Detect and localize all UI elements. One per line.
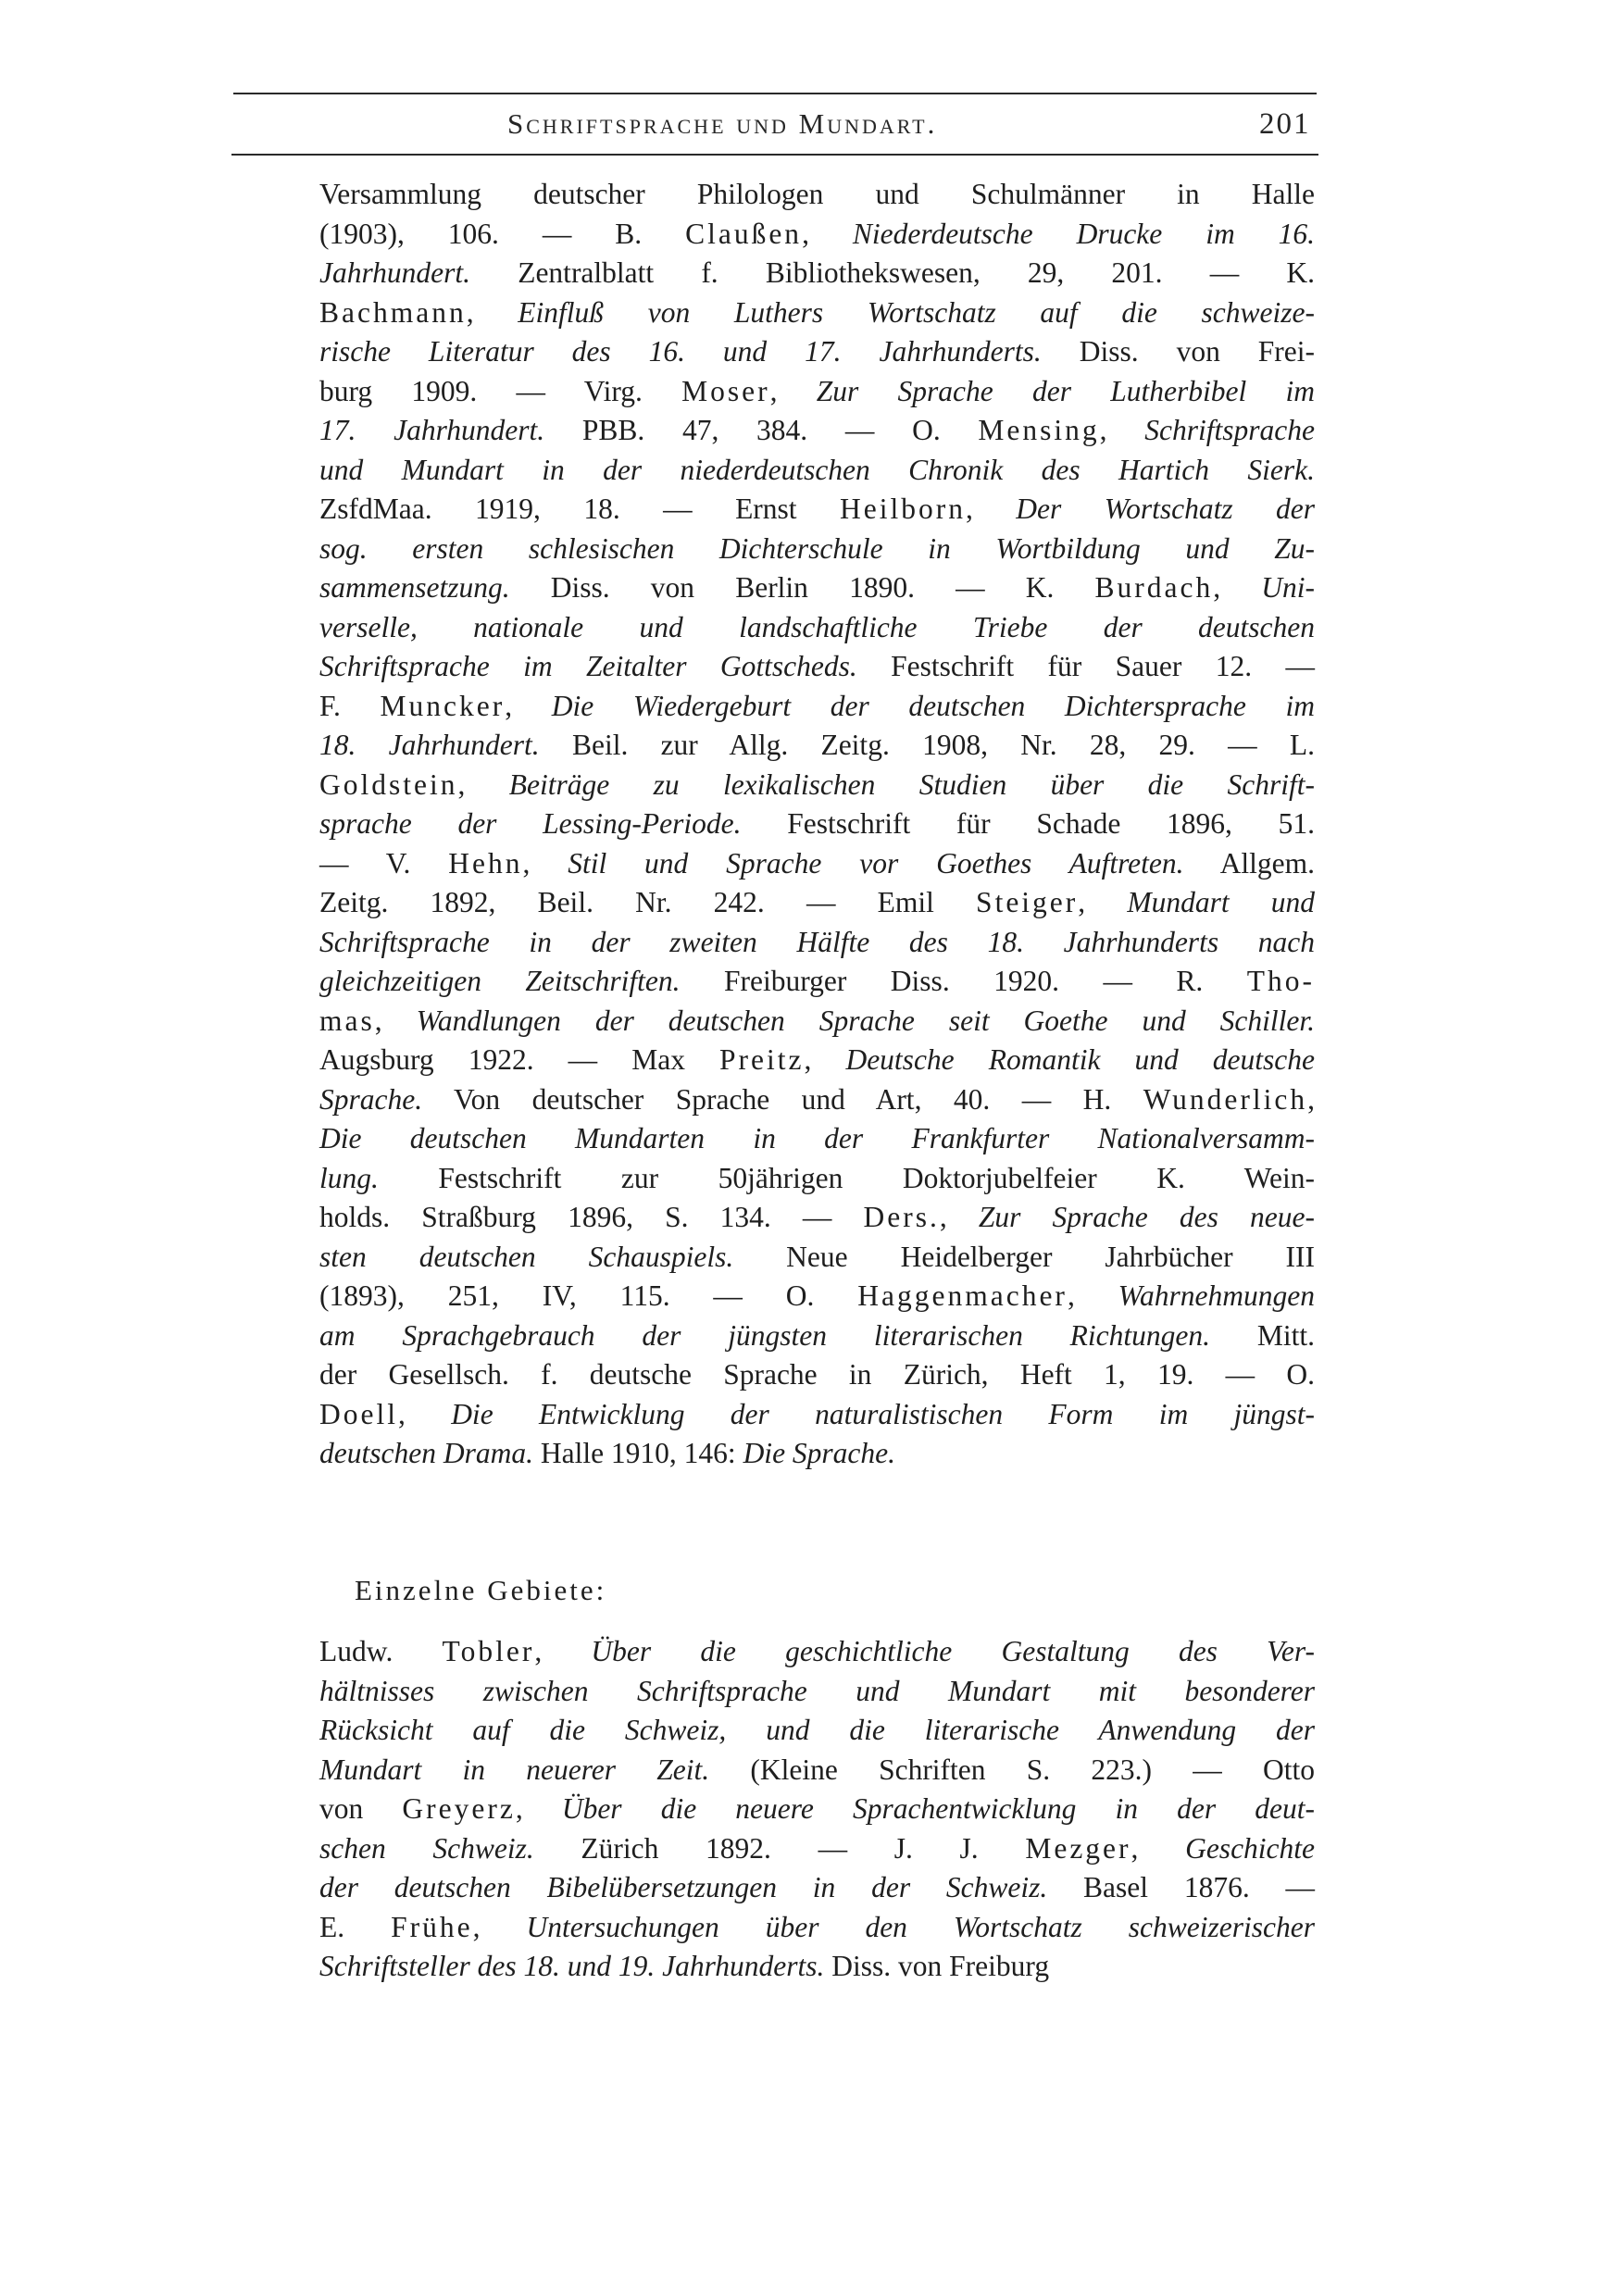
text-run: , [397, 1397, 452, 1430]
text-line [319, 569, 1315, 610]
text-run: Freiburger Diss. 1920. — R. [680, 965, 1247, 997]
text-line [319, 1160, 1315, 1201]
text-run: Basel 1876. — [1047, 1871, 1315, 1903]
italic-title: verselle, nationale und landschaftliche Triebe der deutschen [319, 610, 1315, 643]
text-line [319, 216, 1315, 256]
author-name: Haggenmacher [857, 1279, 1068, 1312]
italic-title: Wahrnehmungen [1118, 1279, 1315, 1312]
italic-title: Mundart in neuerer Zeit. [319, 1753, 710, 1786]
text-run: der Gesellsch. f. deutsche Sprache in Zürich, Heft 1, 19. — O. [319, 1358, 1315, 1391]
italic-title: Über die neuere Sprachentwicklung in der deut- [561, 1792, 1316, 1825]
text-line [319, 530, 1315, 571]
italic-title: gleichzeitigen Zeitschriften. [319, 965, 681, 997]
italic-title: Schriftsprache [1144, 414, 1315, 446]
text-run: , [1131, 1831, 1186, 1865]
text-run: , [939, 1201, 979, 1233]
italic-title: Die Wiedergeburt der deutschen Dichtersprache im [551, 689, 1315, 722]
author-name: Wunderlich [1143, 1082, 1308, 1116]
text-line [319, 1278, 1315, 1318]
text-run: — V. [319, 846, 449, 880]
author-name: Doell [319, 1397, 398, 1430]
text-line [319, 963, 1315, 1004]
text-run: , [457, 767, 509, 801]
text-run: Festschrift für Sauer 12. — [856, 650, 1316, 682]
text-line [319, 648, 1315, 689]
text-run: Mitt. [1210, 1318, 1315, 1352]
text-run: burg 1909. — Virg. [319, 374, 682, 407]
text-run: PBB. 47, 384. — O. [544, 414, 979, 446]
text-run: Zentralblatt f. Bibliothekswesen, 29, 201. — K. [470, 256, 1315, 289]
text-run: Von deutscher Sprache und Art, 40. — H. [422, 1082, 1143, 1116]
italic-title: Uni- [1261, 571, 1316, 604]
author-name: Muncker [380, 689, 506, 722]
author-name: Claußen [685, 217, 803, 250]
text-line [319, 1239, 1315, 1279]
author-name: Ders. [863, 1201, 940, 1233]
text-line [319, 1712, 1315, 1753]
text-line [319, 1199, 1315, 1240]
text-run: Halle 1910, 146: [532, 1437, 743, 1469]
italic-title: Deutsche Romantik und deutsche [845, 1043, 1316, 1076]
text-line [319, 1752, 1315, 1792]
italic-title: Sprache. [319, 1082, 423, 1116]
text-run: (Kleine Schriften S. 223.) — Otto [709, 1753, 1315, 1786]
italic-title: sog. ersten schlesischen Dichterschule in Wortbildung und Zu- [319, 531, 1315, 565]
italic-title: Über die geschichtliche Gestaltung des Ver- [591, 1635, 1316, 1667]
italic-title: Schriftsteller des 18. und 19. Jahrhunderts. [319, 1950, 825, 1982]
text-line [319, 1081, 1315, 1122]
author-name: Hehn [448, 846, 523, 880]
text-line [319, 767, 1315, 807]
author-name: Tho- [1246, 965, 1315, 997]
author-name: Goldstein [319, 767, 458, 801]
italic-title: Die deutschen Mundarten in der Frankfurter Nationalversamm- [319, 1122, 1315, 1154]
author-name: Moser [681, 374, 770, 407]
text-run: Festschrift für Schade 1896, 51. [741, 807, 1315, 840]
italic-title: hältnisses zwischen Schriftsprache und Mundart mit besonderer [319, 1674, 1315, 1707]
italic-title: Der Wortschatz der [1016, 493, 1316, 525]
text-run: , [1078, 886, 1128, 918]
italic-title: 17. Jahrhundert. [319, 414, 545, 446]
italic-title: Zur Sprache der Lutherbibel im [816, 374, 1315, 407]
text-line [319, 452, 1315, 493]
text-run: , [466, 295, 518, 329]
text-line [319, 805, 1315, 846]
italic-title: Wandlungen der deutschen Sprache seit Goethe und Schiller. [416, 1004, 1316, 1037]
text-run: Versammlung deutscher Philologen und Schulmänner in Halle [319, 178, 1315, 210]
italic-title: rische Literatur des 16. und 17. Jahrhunderts. [319, 335, 1042, 368]
text-run: Festschrift zur 50jährigen Doktorjubelfeier K. Wein- [378, 1161, 1315, 1194]
italic-title: Mundart und [1127, 886, 1315, 918]
author-name: Steiger [976, 886, 1079, 918]
text-line [319, 845, 1315, 886]
text-run: , [472, 1910, 527, 1943]
author-name: Mensing [978, 414, 1100, 446]
italic-title: Schriftsprache in der zweiten Hälfte des 18. Jahrhunderts nach [319, 925, 1315, 958]
italic-title: sprache der Lessing-Periode. [319, 807, 742, 840]
text-line [319, 609, 1315, 650]
author-name: Heilborn [840, 493, 966, 525]
text-run: Beil. zur Allg. Zeitg. 1908, Nr. 28, 29. — L. [539, 729, 1315, 761]
text-line [319, 884, 1315, 925]
text-run: , [505, 689, 552, 722]
text-line [319, 1791, 1315, 1831]
text-run: von [319, 1792, 403, 1825]
text-run: , [965, 493, 1017, 525]
text-run: (1903), 106. — B. [319, 217, 686, 250]
italic-title: am Sprachgebrauch der jüngsten literarischen Richtungen. [319, 1318, 1210, 1352]
text-run: Diss. von Freiburg [824, 1950, 1050, 1982]
italic-title: Jahrhundert. [319, 256, 471, 289]
text-line [319, 1042, 1315, 1082]
italic-title: Schriftsprache im Zeitalter Gottscheds. [319, 650, 857, 682]
italic-title: sten deutschen Schauspiels. [319, 1240, 734, 1273]
text-line [319, 688, 1315, 729]
text-line [319, 1356, 1315, 1397]
text-run: , [374, 1004, 417, 1037]
text-line [319, 1948, 1315, 1989]
author-name: Mezger [1025, 1831, 1131, 1865]
text-run: , [1099, 414, 1145, 446]
author-name: Burdach [1094, 571, 1214, 604]
text-run: Zeitg. 1892, Beil. Nr. 242. — Emil [319, 886, 977, 918]
text-run: Augsburg 1922. — Max [319, 1043, 720, 1076]
text-run: Ludw. [319, 1635, 443, 1667]
text-line [319, 1317, 1315, 1358]
running-title: Schriftsprache und Mundart. [507, 107, 938, 140]
text-run: (1893), 251, IV, 115. — O. [319, 1279, 858, 1312]
text-line [319, 1909, 1315, 1950]
text-line [319, 727, 1315, 767]
header-rule-top [233, 93, 1317, 94]
text-line [319, 1120, 1315, 1161]
text-line [319, 333, 1315, 374]
text-line [319, 1435, 1315, 1476]
italic-title: schen Schweiz. [319, 1831, 534, 1865]
author-name: mas [319, 1004, 375, 1037]
text-line [319, 373, 1315, 414]
text-line [319, 1830, 1315, 1871]
text-run: , [534, 1635, 592, 1667]
italic-title: deutschen Drama. [319, 1437, 533, 1469]
text-line [319, 491, 1315, 531]
italic-title: Zur Sprache des neue- [978, 1201, 1315, 1233]
text-run: holds. Straßburg 1896, S. 134. — [319, 1201, 864, 1233]
text-run: Diss. von Berlin 1890. — K. [509, 571, 1095, 604]
text-line [319, 176, 1315, 217]
italic-title: Beiträge zu lexikalischen Studien über die Schrift- [508, 767, 1316, 801]
text-run: Zürich 1892. — J. J. [533, 1831, 1026, 1865]
text-line [319, 1673, 1315, 1714]
italic-title: Niederdeutsche Drucke im 16. [852, 217, 1316, 250]
text-run: ZsfdMaa. 1919, 18. — Ernst [319, 493, 840, 525]
text-line [319, 255, 1315, 295]
text-run: , [515, 1792, 562, 1825]
text-run: , [769, 374, 817, 407]
page-number: 201 [1259, 107, 1311, 141]
italic-title: Rücksicht auf die Schweiz, und die literarische Anwendung der [319, 1714, 1315, 1746]
text-run: , [1307, 1082, 1315, 1116]
author-name: Preitz [719, 1043, 805, 1076]
author-name: Bachmann [319, 295, 467, 329]
text-run: , [1213, 571, 1262, 604]
text-line [319, 294, 1315, 335]
text-run: , [804, 1043, 846, 1076]
author-name: Tobler [442, 1635, 535, 1667]
italic-title: sammensetzung. [319, 571, 510, 604]
text-line [319, 1396, 1315, 1437]
text-run: Allgem. [1183, 846, 1316, 880]
author-name: Frühe [391, 1910, 473, 1943]
italic-title: der deutschen Bibelübersetzungen in der Schweiz. [319, 1871, 1048, 1903]
italic-title: Geschichte [1185, 1831, 1316, 1865]
italic-title: 18. Jahrhundert. [319, 729, 540, 761]
text-line [319, 412, 1315, 453]
text-run: E. [319, 1910, 392, 1943]
italic-title: Einfluß von Luthers Wortschatz auf die schweize- [518, 295, 1316, 329]
text-line [319, 1869, 1315, 1910]
text-run: , [522, 846, 568, 880]
italic-title: lung. [319, 1161, 379, 1194]
italic-title: Stil und Sprache vor Goethes Auftreten. [568, 846, 1184, 880]
text-run: F. [319, 689, 381, 722]
text-run: Neue Heidelberger Jahrbücher III [733, 1240, 1315, 1273]
italic-title: Die Entwicklung der naturalistischen Form im jüngst- [451, 1397, 1316, 1430]
header-rule-bottom [231, 154, 1318, 156]
text-line [319, 1633, 1315, 1674]
italic-title: Die Sprache. [743, 1437, 896, 1469]
text-line [319, 1003, 1315, 1043]
italic-title: Untersuchungen über den Wortschatz schweizerischer [526, 1910, 1315, 1943]
author-name: Greyerz [402, 1792, 516, 1825]
section-heading: Einzelne Gebiete: [355, 1574, 607, 1606]
italic-title: und Mundart in der niederdeutschen Chronik des Hartich Sierk. [319, 453, 1315, 486]
text-line [319, 924, 1315, 965]
text-run: , [1067, 1279, 1118, 1312]
text-run: Diss. von Frei- [1041, 335, 1315, 368]
text-run: , [802, 217, 853, 250]
